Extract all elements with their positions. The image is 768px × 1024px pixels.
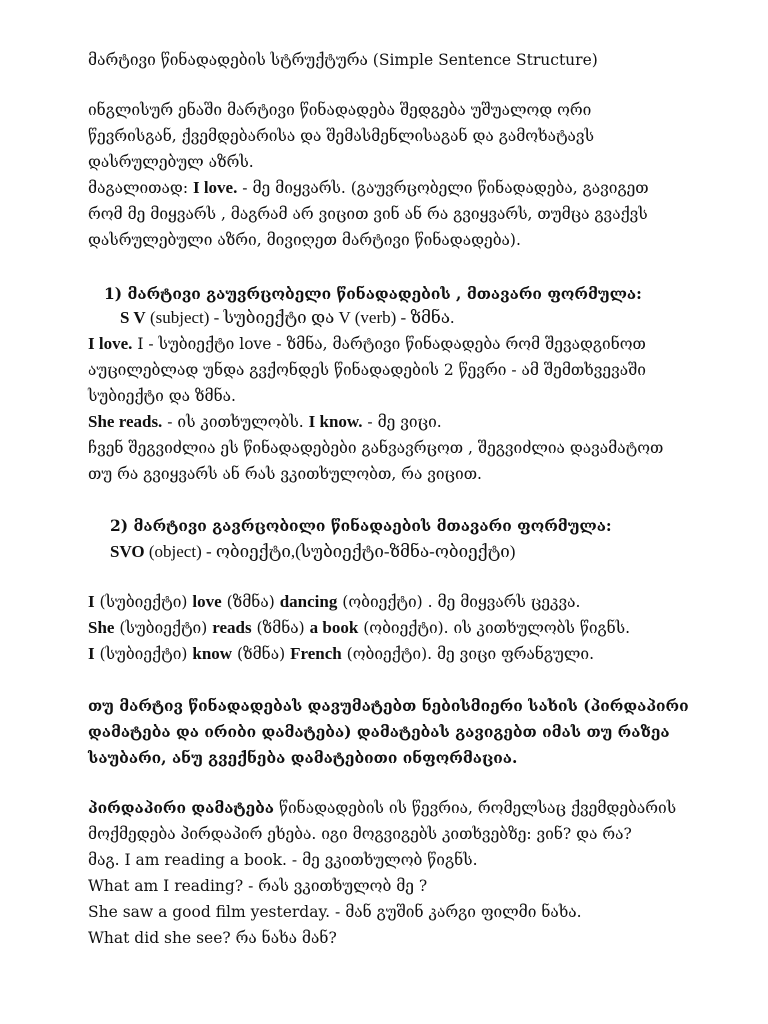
section1-line-3: სუბიექტი და ზმნა.: [88, 387, 236, 405]
section1-line-5: ჩვენ შეგვიძლია ეს წინადადებები განვავრცოთ , შეგვიძლია დავამატოთ: [88, 439, 664, 457]
svo-example-3: I (სუბიექტი) know (ზმნა) French (ობიექტი). მე ვიცი ფრანგული.: [88, 644, 594, 663]
section1-line-6: თუ რა გვიყვარს ან რას ვკითხულობთ, რა ვიცით.: [88, 465, 482, 483]
direct-object-line-2: მოქმედება პირდაპირ ეხება. იგი მოგვიგებს კითხვებზე: ვინ? და რა?: [88, 825, 632, 843]
svo-example-1: I (სუბიექტი) love (ზმნა) dancing (ობიექტი) . მე მიყვარს ცეკვა.: [88, 592, 581, 611]
example1-line-3: დასრულებული აზრი, მივიღეთ მარტივი წინადადება).: [88, 231, 521, 249]
direct-object-example-1: მაგ. I am reading a book. - მე ვკითხულობ წიგნს.: [88, 851, 478, 869]
intro-line-1: ინგლისურ ენაში მარტივი წინადადება შედგება უშუალოდ ორი: [88, 101, 592, 119]
bold-paragraph-line-1: თუ მარტივ წინადადებას დავუმატებთ ნებისმიერი სახის (პირდაპირი: [88, 696, 689, 715]
bold-paragraph-line-3: საუბარი, ანუ გვექნება დამატებითი ინფორმაცია.: [88, 748, 518, 767]
example1-english: I love.: [192, 178, 238, 197]
document-title: მარტივი წინადადების სტრუქტურა (Simple Sentence Structure): [88, 51, 598, 69]
svo-example-2: She (სუბიექტი) reads (ზმნა) a book (ობიექტი). ის კითხულობს წიგნს.: [88, 618, 631, 637]
section1-examples: She reads. - ის კითხულობს. I know. - მე ვიცი.: [88, 412, 442, 431]
direct-object-example-2: What am I reading? - რას ვკითხულობ მე ?: [88, 877, 428, 895]
bold-paragraph-line-2: დამატება და ირიბი დამატება) დამატებას გავიგებთ იმას თუ რაზეა: [88, 722, 670, 741]
section2-formula: SVO (object) - ობიექტი,(სუბიექტი-ზმნა-ობიექტი): [110, 542, 516, 561]
direct-object-example-3: She saw a good film yesterday. - მან გუშინ კარგი ფილმი ნახა.: [88, 903, 582, 921]
section1-heading: 1) მარტივი გაუვრცობელი წინადადების , მთავარი ფორმულა:: [104, 284, 642, 303]
direct-object-term: პირდაპირი დამატება: [88, 798, 275, 817]
example1-line-1: მაგალითად: I love. - მე მიყვარს. (გაუვრცობელი წინადადება, გავიგეთ: [88, 178, 649, 197]
section1-line-2: აუცილებლად უნდა გვქონდეს წინადადების 2 წევრი - ამ შემთხვევაში: [88, 361, 646, 379]
section2-heading: 2) მარტივი გავრცობილი წინადაების მთავარი ფორმულა:: [110, 516, 612, 535]
intro-line-3: დასრულებულ აზრს.: [88, 153, 254, 171]
intro-line-2: წევრისგან, ქვემდებარისა და შემასმენლისაგან და გამოხატავს: [88, 127, 594, 145]
direct-object-line-1: პირდაპირი დამატება წინადადების ის წევრია, რომელსაც ქვემდებარის: [88, 798, 677, 817]
section1-formula: S V (subject) - სუბიექტი და V (verb) - ზმნა.: [120, 308, 455, 327]
section1-ilove: I love. I - სუბიექტი love - ზმნა, მარტივი წინადადება რომ შევადგინოთ: [88, 334, 646, 353]
direct-object-example-4: What did she see? რა ნახა მან?: [88, 929, 337, 947]
example1-line-2: რომ მე მიყვარს , მაგრამ არ ვიცით ვინ ან რა გვიყვარს, თუმცა გვაქვს: [88, 205, 648, 223]
